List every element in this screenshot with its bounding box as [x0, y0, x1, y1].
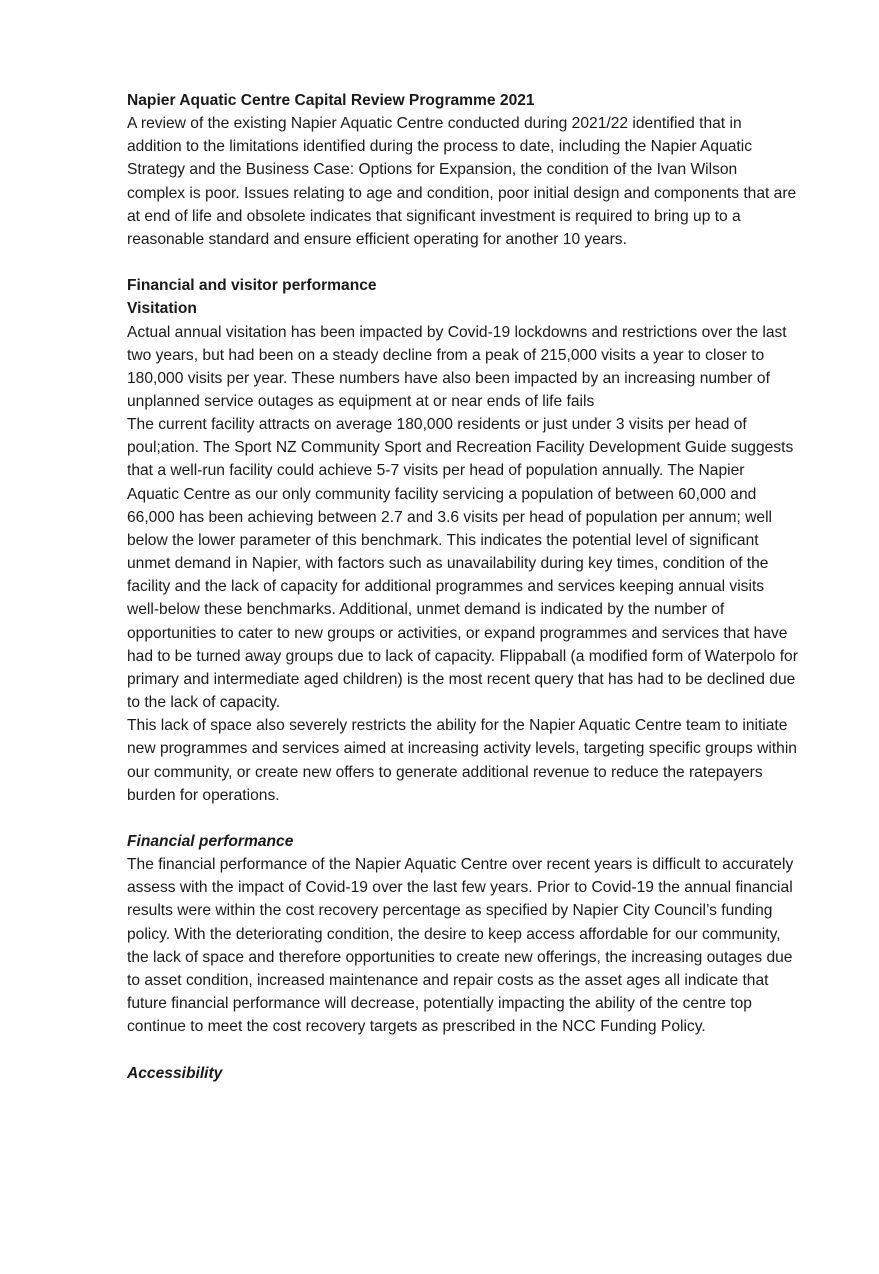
- visitation-paragraph-1: Actual annual visitation has been impacted by Covid-19 lockdowns and restrictions over the last two years, but had been on a steady decline from a peak of 215,000 visits a year to closer to 180,000 visits per year. These numbers have also been impacted by an increasing number of unplanned service outages as equipment at or near ends of life fails: [127, 323, 787, 411]
- subheading-visitation: Visitation: [127, 300, 197, 318]
- visitation-paragraph-3: This lack of space also severely restricts the ability for the Napier Aquatic Centre team to initiate new programmes and services aimed at increasing activity levels, targeting specific groups within our community, or create new offers to generate additional revenue to reduce the ratepayers burden for operations.: [127, 717, 797, 804]
- spacer: [127, 807, 799, 830]
- document-page: [127, 89, 799, 1085]
- financial-performance-paragraph: The financial performance of the Napier Aquatic Centre over recent years is difficult to accurately assess with the impact of Covid-19 over the last few years. Prior to Covid-19 the annual financial results were within the cost recovery percentage as specified by Napier City Council’s funding policy. With the deteriorating condition, the desire to keep access affordable for our community, the lack of space and therefore opportunities to create new offerings, the increasing outages due to asset condition, increased maintenance and repair costs as the asset ages all indicate that future financial performance will decrease, potentially impacting the ability of the centre top continue to meet the cost recovery targets as prescribed in the NCC Funding Policy.: [127, 856, 794, 1036]
- visitation-paragraph-2: The current facility attracts on average 180,000 residents or just under 3 visits per head of poul;ation. The Sport NZ Community Sport and Recreation Facility Development Guide suggests that a well-run facility could achieve 5-7 visits per head of population annually. The Napier Aquatic Centre as our only community facility servicing a population of between 60,000 and 66,000 has been achieving between 2.7 and 3.6 visits per head of population per annum; well below the lower parameter of this benchmark. This indicates the potential level of significant unmet demand in Napier, with factors such as unavailability during key times, condition of the facility and the lack of capacity for additional programmes and services keeping annual visits well-below these benchmarks. Additional, unmet demand is indicated by the number of opportunities to cater to new groups or activities, or expand programmes and services that have had to be turned away groups due to lack of capacity. Flippaball (a modified form of Waterpolo for primary and intermediate aged children) is the most recent query that has had to be declined due to the lack of capacity.: [127, 416, 798, 712]
- section-heading-financial-visitor: Financial and visitor performance: [127, 277, 377, 295]
- section-heading-accessibility: Accessibility: [127, 1064, 223, 1082]
- section-heading-financial-performance: Financial performance: [127, 832, 294, 850]
- intro-paragraph: A review of the existing Napier Aquatic Centre conducted during 2021/22 identified that in addition to the limitations identified during the process to date, including the Napier Aquatic Strategy and the Business Case: Options for Expansion, the condition of the Ivan Wilson complex is poor. Issues relating to age and condition, poor initial design and components that are at end of life and obsolete indicates that significant investment is required to bring up to a reasonable standard and ensure efficient operating for another 10 years.: [127, 115, 797, 248]
- spacer: [127, 1038, 799, 1061]
- document-title: Napier Aquatic Centre Capital Review Programme 2021: [127, 92, 535, 109]
- spacer: [127, 251, 799, 274]
